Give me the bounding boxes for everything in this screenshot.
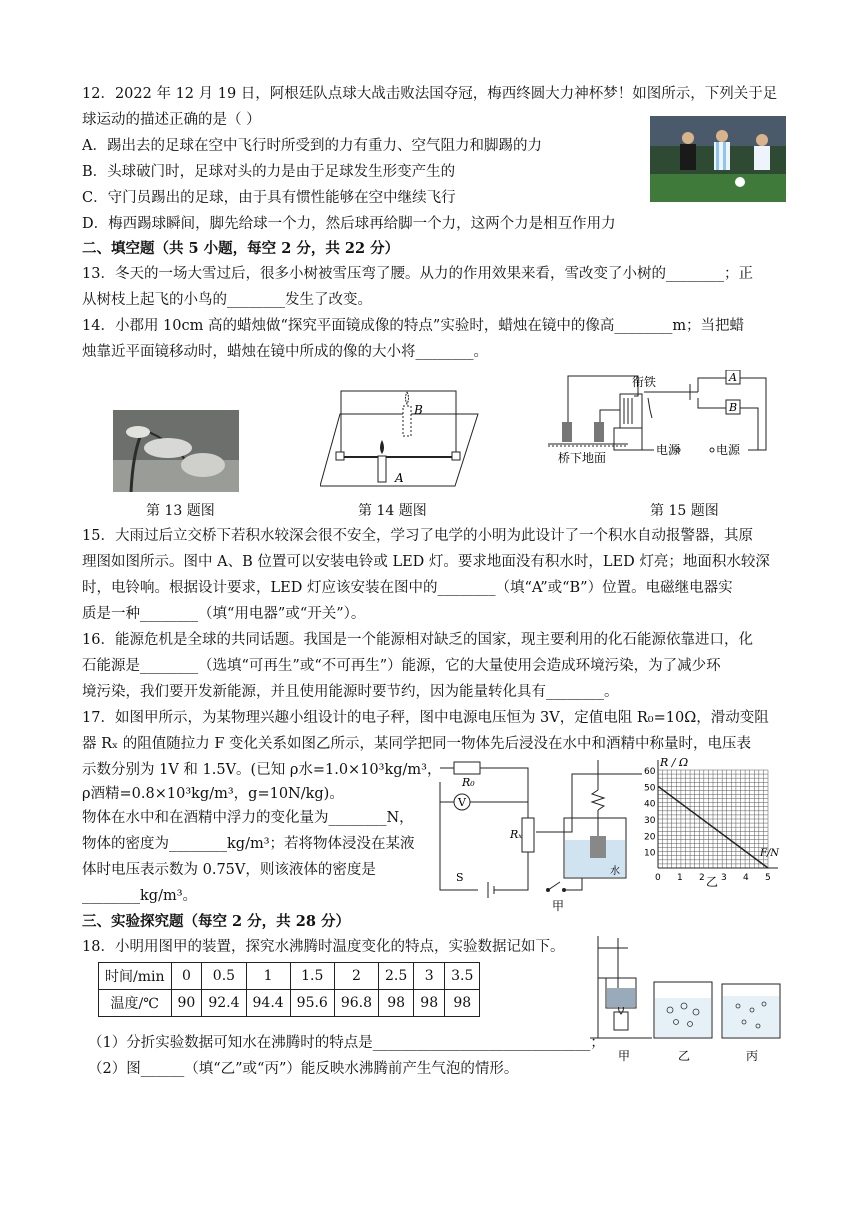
alarm-circuit-diagram <box>548 370 778 498</box>
table-cell: 3.5 <box>445 963 480 990</box>
label-yi: 乙 <box>706 875 719 889</box>
table-cell: 90 <box>171 990 202 1017</box>
x-tick-label: 1 <box>677 873 683 883</box>
y-axis-label: R / Ω <box>660 756 689 769</box>
q17-line6: 物体的密度为________kg/m³；若将物体浸没在某液 <box>82 836 415 852</box>
label-bing: 丙 <box>746 1049 759 1063</box>
table-cell: 0 <box>171 963 202 990</box>
q16-line1: 16．能源危机是全球的共同话题。我国是一个能源相对缺乏的国家，现主要利用的化石能源依靠进口，化 <box>82 632 753 648</box>
q17-line3: 示数分别为 1V 和 1.5V。(已知 ρ水=1.0×10³kg/m³， <box>82 762 442 778</box>
scale-circuit-diagram <box>432 760 642 918</box>
q17-line5: 物体在水中和在酒精中浮力的变化量为________N， <box>82 810 414 826</box>
q18-line1: 18．小明用图甲的装置，探究水沸腾时温度变化的特点，实验数据记如下。 <box>82 939 565 955</box>
table-cell: 92.4 <box>202 990 246 1017</box>
y-tick-label: 50 <box>644 783 656 794</box>
y-tick-label: 60 <box>644 767 656 777</box>
table-header-temp: 温度/℃ <box>99 990 172 1017</box>
table-cell: 0.5 <box>202 963 246 990</box>
label-armature: 衔铁 <box>632 375 657 389</box>
q12-line2: 球运动的描述正确的是（ ） <box>82 112 261 128</box>
y-tick-label: 10 <box>644 848 656 859</box>
table-cell: 98 <box>445 990 480 1017</box>
q18-line3: （2）图______（填“乙”或“丙”）能反映水沸腾前产生气泡的情形。 <box>88 1061 519 1077</box>
y-tick-label: 20 <box>644 832 656 843</box>
table-cell: 2.5 <box>379 963 414 990</box>
label-a: A <box>729 371 737 384</box>
mirror-diagram <box>320 386 480 494</box>
table-cell: 3 <box>414 963 445 990</box>
q15-line3: 时，电铃响。根据设计要求，LED 灯应该安装在图中的________（填“A”或“B”）位置。电磁继电器实 <box>82 580 733 596</box>
label-a: A <box>395 471 404 485</box>
label-b: B <box>414 403 423 417</box>
table-cell: 2 <box>334 963 378 990</box>
voltmeter-label: V <box>458 796 466 809</box>
q17-line7: 体时电压表示数为 0.75V，则该液体的密度是 <box>82 862 376 878</box>
q17-line1: 17．如图甲所示，为某物理兴趣小组设计的电子秤，图中电源电压恒为 3V，定值电阻 R₀=10Ω，滑动变阻 <box>82 710 769 726</box>
table-cell: 1.5 <box>290 963 334 990</box>
q14-line2: 烛靠近平面镜移动时，蜡烛在镜中所成的像的大小将________。 <box>82 344 488 360</box>
label-ground: 桥下地面 <box>558 451 607 465</box>
caption-fig14: 第 14 题图 <box>358 503 427 519</box>
q13-line2: 从树枝上起飞的小鸟的________发生了改变。 <box>82 292 372 308</box>
label-r0: R₀ <box>462 776 475 789</box>
q16-line3: 境污染，我们要开发新能源，并且使用能源时要节约，因为能量转化具有________。 <box>82 684 619 700</box>
q12-option-d: D．梅西踢球瞬间，脚先给球一个力，然后球再给脚一个力，这两个力是相互作用力 <box>82 216 616 232</box>
label-switch: S <box>456 871 464 884</box>
q12-option-c: C．守门员踢出的足球，由于具有惯性能够在空中继续飞行 <box>82 190 456 206</box>
q12-option-a: A．踢出去的足球在空中飞行时所受到的力有重力、空气阻力和脚踢的力 <box>82 138 542 154</box>
q15-line1: 15．大雨过后立交桥下若积水较深会很不安全，学习了电学的小明为此设计了一个积水自动报警器，其原 <box>82 528 753 544</box>
q15-line4: 质是一种________（填“用电器”或“开关”）。 <box>82 606 366 622</box>
soccer-photo <box>650 116 786 202</box>
caption-fig15: 第 15 题图 <box>650 503 719 519</box>
label-source-2: 电源 <box>716 443 741 457</box>
label-jia: 甲 <box>618 1049 631 1063</box>
label-yi: 乙 <box>678 1049 691 1063</box>
section3-heading: 三、实验探究题（每空 2 分，共 28 分） <box>82 913 350 930</box>
section2-heading: 二、填空题（共 5 小题，每空 2 分，共 22 分） <box>82 240 400 257</box>
table-cell: 1 <box>246 963 290 990</box>
x-tick-label: 0 <box>655 873 661 883</box>
q17-line4: ρ酒精=0.8×10³kg/m³，g=10N/kg)。 <box>82 786 344 802</box>
label-source-1: 电源 <box>656 443 681 457</box>
table-cell: 96.8 <box>334 990 378 1017</box>
label-rx: Rₓ <box>510 828 523 841</box>
x-tick-label: 3 <box>721 873 727 883</box>
q13-line1: 13．冬天的一场大雪过后，很多小树被雪压弯了腰。从力的作用效果来看，雪改变了小树的________；正 <box>82 266 753 282</box>
table-cell: 94.4 <box>246 990 290 1017</box>
x-tick-label: 2 <box>699 873 705 883</box>
q15-line2: 理图如图所示。图中 A、B 位置可以安装电铃或 LED 灯。要求地面没有积水时，LED 灯亮；地面积水较深 <box>82 554 770 570</box>
label-b: B <box>729 401 738 414</box>
snow-tree-photo <box>113 410 239 492</box>
q12-option-b: B．头球破门时，足球对头的力是由于足球发生形变产生的 <box>82 164 456 180</box>
table-row <box>99 990 480 1017</box>
caption-fig13: 第 13 题图 <box>146 503 215 519</box>
label-water: 水 <box>610 866 620 877</box>
q16-line2: 石能源是________（选填“可再生”或“不可再生”）能源，它的大量使用会造成环境污染，为了减少环 <box>82 658 721 674</box>
q14-line1: 14．小郡用 10cm 高的蜡烛做“探究平面镜成像的特点”实验时，蜡烛在镜中的像高________m；当把蜡 <box>82 318 745 334</box>
q12-line1: 12．2022 年 12 月 19 日，阿根廷队点球大战击败法国夺冠，梅西终圆大力神杯梦！如图所示，下列关于足 <box>82 86 778 102</box>
table-header-time: 时间/min <box>99 963 172 990</box>
y-tick-label: 30 <box>644 816 656 826</box>
x-axis-label: F/N <box>760 848 780 859</box>
x-tick-label: 5 <box>765 873 771 883</box>
label-jia: 甲 <box>552 899 565 913</box>
table-cell: 98 <box>379 990 414 1017</box>
resistance-force-chart <box>644 756 784 902</box>
table-row <box>99 963 480 990</box>
data-table <box>98 962 480 1017</box>
boiling-apparatus-diagram <box>588 930 790 1068</box>
x-tick-label: 4 <box>743 873 749 883</box>
q18-line2: （1）分折实验数据可知水在沸腾时的特点是______________________________； <box>88 1035 605 1051</box>
y-tick-label: 40 <box>644 799 656 810</box>
q17-line8: ________kg/m³。 <box>82 888 198 904</box>
table-cell: 98 <box>414 990 445 1017</box>
table-cell: 95.6 <box>290 990 334 1017</box>
q17-line2: 器 Rₓ 的阻值随拉力 F 变化关系如图乙所示，某同学把同一物体先后浸没在水中和酒精中称量时，电压表 <box>82 736 752 752</box>
